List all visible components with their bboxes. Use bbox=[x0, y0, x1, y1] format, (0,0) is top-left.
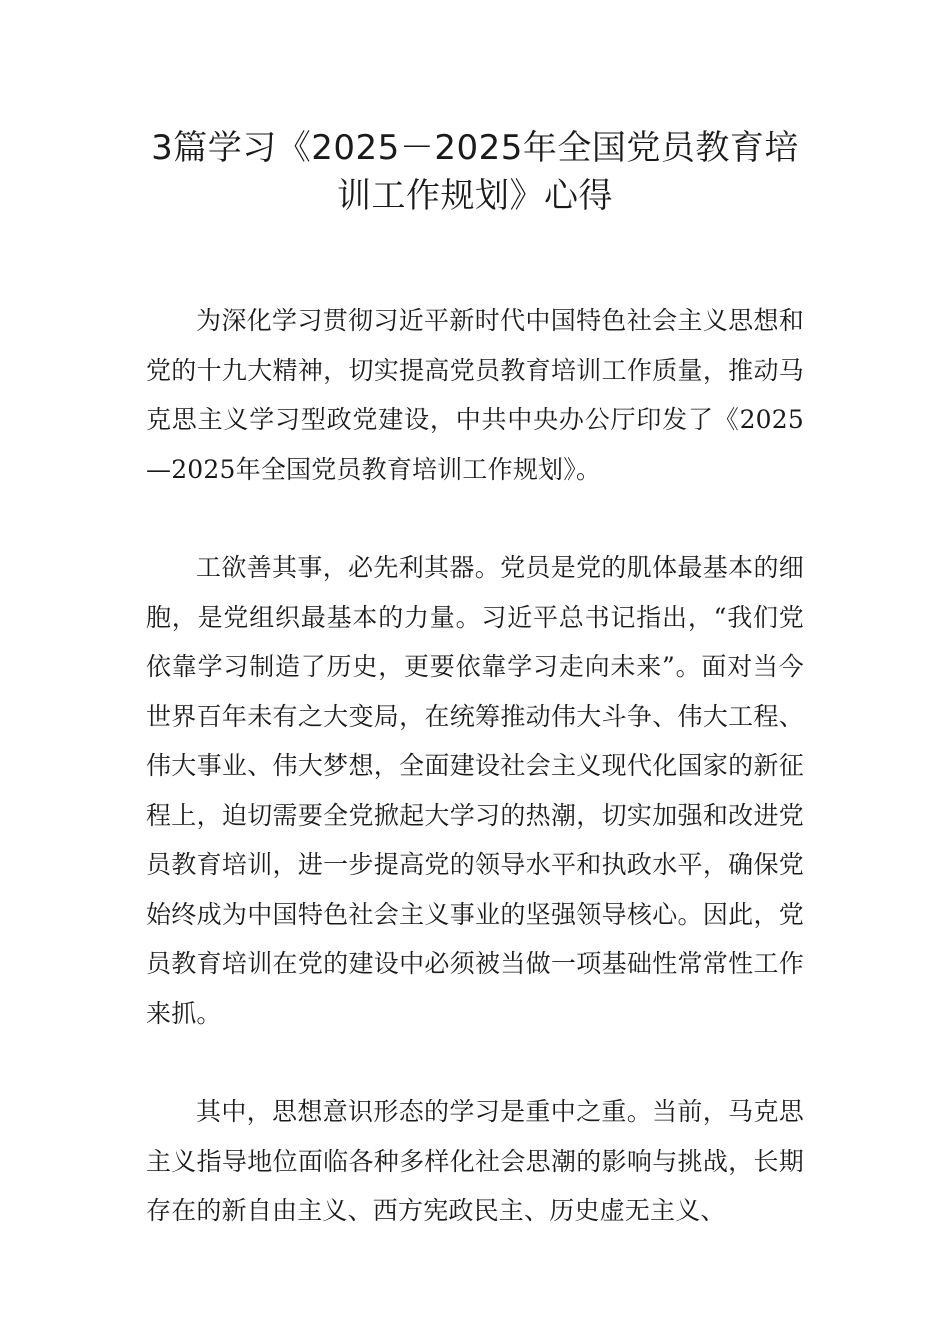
paragraph-3: 其中，思想意识形态的学习是重中之重。当前，马克思主义指导地位面临各种多样化社会思潮的影响与挑战，长期存在的新自由主义、西方宪政民主、历史虚无主义、 bbox=[146, 1097, 804, 1225]
paragraph-1: 为深化学习贯彻习近平新时代中国特色社会主义思想和党的十九大精神，切实提高党员教育培训工作质量，推动马克思主义学习型政党建设，中共中央办公厅印发了《2025—2025年全国党员教育培训工作规划》。 bbox=[146, 306, 804, 484]
document-title bbox=[146, 124, 804, 220]
paragraph-2: 工欲善其事，必先利其器。党员是党的肌体最基本的细胞，是党组织最基本的力量。习近平总书记指出，“我们党依靠学习制造了历史，更要依靠学习走向未来”。面对当今世界百年未有之大变局，在统筹推动伟大斗争、伟大工程、伟大事业、伟大梦想，全面建设社会主义现代化国家的新征程上，迫切需要全党掀起大学习的热潮，切实加强和改进党员教育培训，进一步提高党的领导水平和执政水平，确保党始终成为中国特色社会主义事业的坚强领导核心。因此，党员教育培训在党的建设中必须被当做一项基础性常常性工作来抓。 bbox=[146, 553, 804, 1028]
title-line-1: 3篇学习《2025－2025年全国党员教育培 bbox=[151, 128, 799, 168]
title-line-2: 训工作规划》心得 bbox=[337, 176, 613, 216]
